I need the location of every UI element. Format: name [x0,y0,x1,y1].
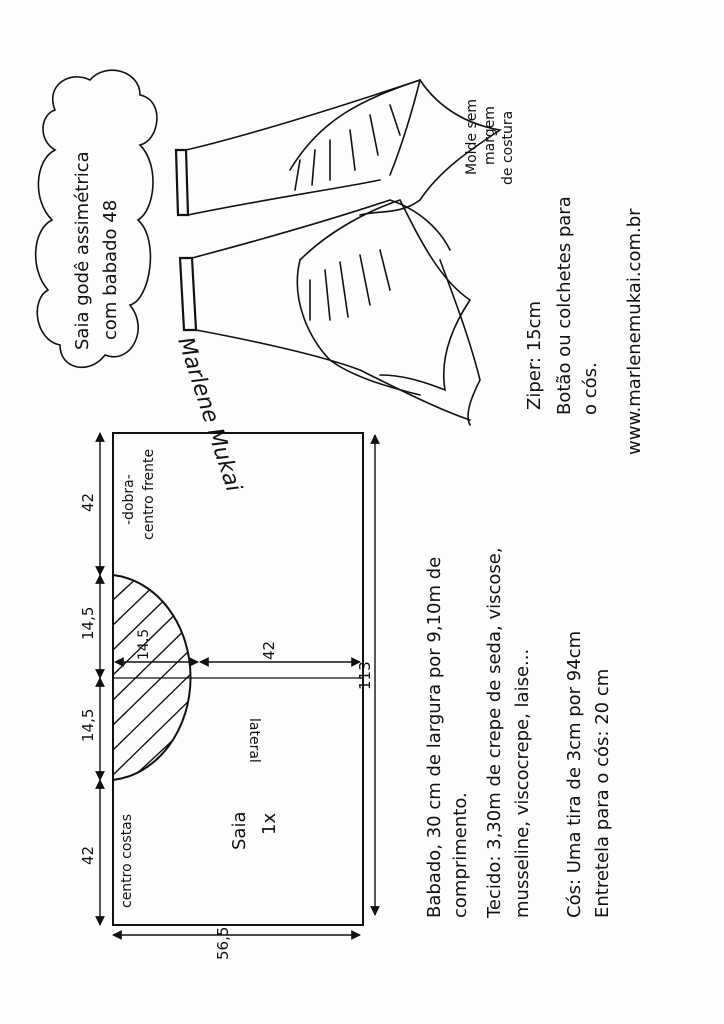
buttons-note-line1: Botão ou colchetes para [554,196,575,415]
dim-113: 113 [356,661,374,690]
mold-note-line3: de costura [500,110,516,185]
label-dobra: -dobra- [121,474,137,525]
title-cloud [36,70,157,367]
dim-145-a: 14,5 [79,606,97,640]
dim-145-inner: 14,5 [136,628,152,660]
website: www.marlenemukai.com.br [624,208,645,455]
label-centro-costas: centro costas [119,813,135,908]
title-line2: com babado 48 [100,199,121,340]
babado-line1: Babado, 30 cm de largura por 9,10m de [424,556,445,918]
skirt-illustration [176,80,500,425]
label-centro-frente: centro frente [141,448,157,540]
tecido-line1: Tecido: 3,30m de crepe de seda, viscose, [484,547,505,918]
title-line1: Saia godê assimétrica [72,151,93,350]
buttons-note-line2: o cós. [580,362,601,415]
label-lateral: lateral [246,718,262,763]
babado-line2: comprimento. [450,792,471,918]
dim-42-left: 42 [79,492,97,512]
mold-note-line1: Molde sem [464,98,480,175]
dim-42-bottom-left: 42 [79,845,97,865]
dim-145-b: 14,5 [79,708,97,742]
zipper-note: Ziper: 15cm [524,300,545,410]
label-saia: Saia [229,811,250,850]
cos-line1: Cós: Uma tira de 3cm por 94cm [564,630,585,918]
dim-42-inner: 42 [260,640,278,660]
label-qty: 1x [259,812,280,835]
signature: Marlene Mukai [172,334,246,495]
cos-line2: Entretela para o cós: 20 cm [592,668,613,918]
mold-note-line2: margem [482,106,498,165]
tecido-line2: musseline, viscocrepe, laise... [512,648,533,918]
dim-565: 56,5 [214,926,232,960]
